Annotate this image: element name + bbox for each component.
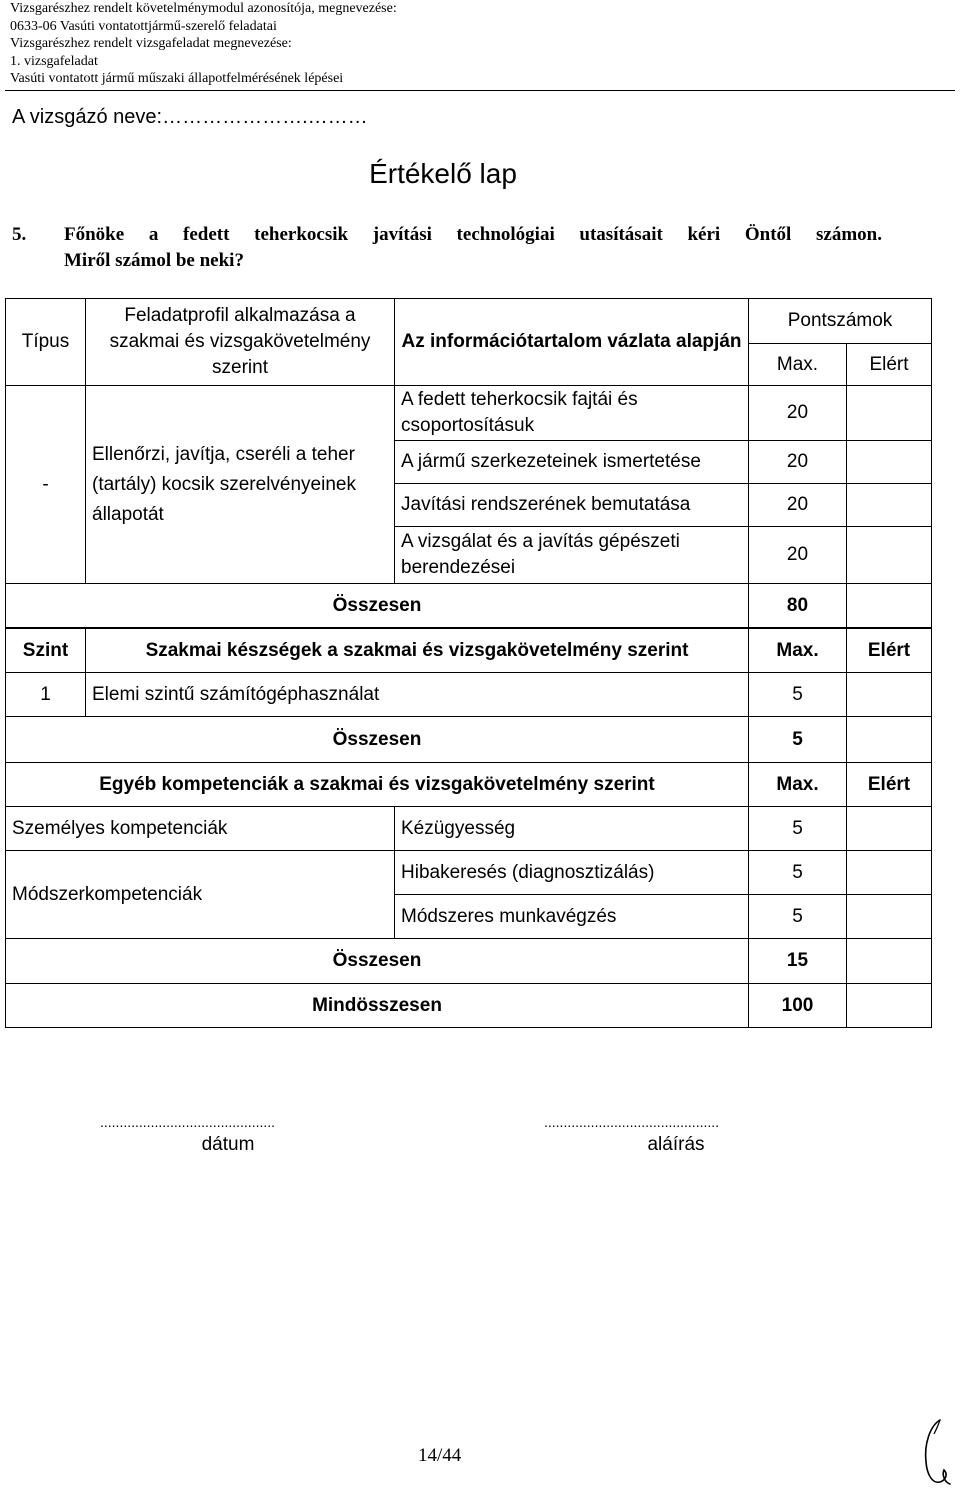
col-competencies-header: Egyéb kompetenciák a szakmai és vizsgakövetelmény szerint (6, 763, 749, 807)
personal-competency-item: Kézügyesség (395, 807, 749, 851)
signature-dots: ............................................. (544, 1114, 720, 1130)
col-skills-header: Szakmai készségek a szakmai és vizsgakövetelmény szerint (86, 629, 749, 673)
header-divider (5, 90, 955, 91)
elert-row-4 (847, 527, 932, 584)
max-row-2: 20 (749, 441, 847, 484)
header-line-task-name: Vasúti vontatott jármű műszaki állapotfelmérésének lépései (10, 71, 344, 87)
question-line-1: Főnöke a fedett teherkocsik javítási technológiai utasításait kéri Öntől számon. (64, 224, 882, 245)
elert-row-2 (847, 441, 932, 484)
method-competency-max-1: 5 (749, 851, 847, 895)
skill-elert (847, 673, 932, 717)
elert-row-1 (847, 386, 932, 441)
question-line-2: Miről számol be neki? (64, 250, 244, 271)
method-competency-elert-1 (847, 851, 932, 895)
col-info-header: Az információtartalom vázlata alapján (395, 299, 749, 386)
col-pont-header: Pontszámok (749, 299, 932, 344)
skills-total-elert (847, 717, 932, 763)
header-line-task: 1. vizsgafeladat (10, 53, 98, 69)
question-number: 5. (12, 224, 27, 245)
personal-competency-max: 5 (749, 807, 847, 851)
feladat-value: Ellenőrzi, javítja, cseréli a teher (tartály) kocsik szerelvényeinek állapotát (86, 386, 395, 584)
grand-total-label: Mindösszesen (6, 984, 749, 1028)
max-row-1: 20 (749, 386, 847, 441)
col-max-header: Max. (749, 763, 847, 807)
method-competencies-label: Módszerkompetenciák (6, 851, 395, 939)
handwritten-mark-icon (918, 1416, 954, 1488)
info-row-2: A jármű szerkezeteinek ismertetése (395, 441, 749, 484)
page-number: 14/44 (418, 1445, 462, 1466)
info-row-4: A vizsgálat és a javítás gépészeti berendezései (395, 527, 749, 584)
grand-total-elert (847, 984, 932, 1028)
elert-row-3 (847, 484, 932, 527)
max-row-4: 20 (749, 527, 847, 584)
col-feladat-header: Feladatprofil alkalmazása a szakmai és vizsgakövetelmény szerint (86, 299, 395, 386)
info-row-3: Javítási rendszerének bemutatása (395, 484, 749, 527)
col-szint-header: Szint (6, 629, 86, 673)
skill-text: Elemi szintű számítógéphasználat (86, 673, 749, 717)
col-elert-header: Elért (847, 763, 932, 807)
total-label: Összesen (6, 584, 749, 628)
header-line-module: 0633-06 Vasúti vontatottjármű-szerelő feladatai (10, 18, 277, 34)
competencies-total-max: 15 (749, 939, 847, 984)
document-header (10, 0, 950, 88)
evaluation-table-main (5, 298, 932, 628)
col-elert-header: Elért (847, 344, 932, 386)
method-competency-item-1: Hibakeresés (diagnosztizálás) (395, 851, 749, 895)
col-tipus-header: Típus (6, 299, 86, 386)
competencies-total-elert (847, 939, 932, 984)
col-max-header: Max. (749, 344, 847, 386)
date-dots: ............................................. (100, 1114, 276, 1130)
evaluation-table-competencies (5, 762, 932, 1028)
max-row-3: 20 (749, 484, 847, 527)
personal-competency-elert (847, 807, 932, 851)
personal-competencies-label: Személyes kompetenciák (6, 807, 395, 851)
grand-total-max: 100 (749, 984, 847, 1028)
header-line-module-label: Vizsgarészhez rendelt követelménymodul azonosítója, megnevezése: (10, 1, 397, 16)
method-competency-max-2: 5 (749, 895, 847, 939)
signature-label: aláírás (647, 1134, 705, 1155)
total-max: 80 (749, 584, 847, 628)
skills-total-max: 5 (749, 717, 847, 763)
method-competency-elert-2 (847, 895, 932, 939)
tipus-value: - (6, 386, 86, 584)
col-max-header: Max. (749, 629, 847, 673)
skill-max: 5 (749, 673, 847, 717)
method-competency-item-2: Módszeres munkavégzés (395, 895, 749, 939)
skills-total-label: Összesen (6, 717, 749, 763)
question (12, 222, 882, 274)
candidate-name-field: A vizsgázó neve:………………….……… (12, 106, 368, 128)
date-label: dátum (201, 1134, 255, 1155)
total-elert (847, 584, 932, 628)
col-elert-header: Elért (847, 629, 932, 673)
info-row-1: A fedett teherkocsik fajtái és csoportosításuk (395, 386, 749, 441)
competencies-total-label: Összesen (6, 939, 749, 984)
header-line-task-label: Vizsgarészhez rendelt vizsgafeladat megnevezése: (10, 36, 292, 52)
skill-level: 1 (6, 673, 86, 717)
page-title: Értékelő lap (369, 158, 517, 189)
evaluation-table-skills (5, 628, 932, 763)
